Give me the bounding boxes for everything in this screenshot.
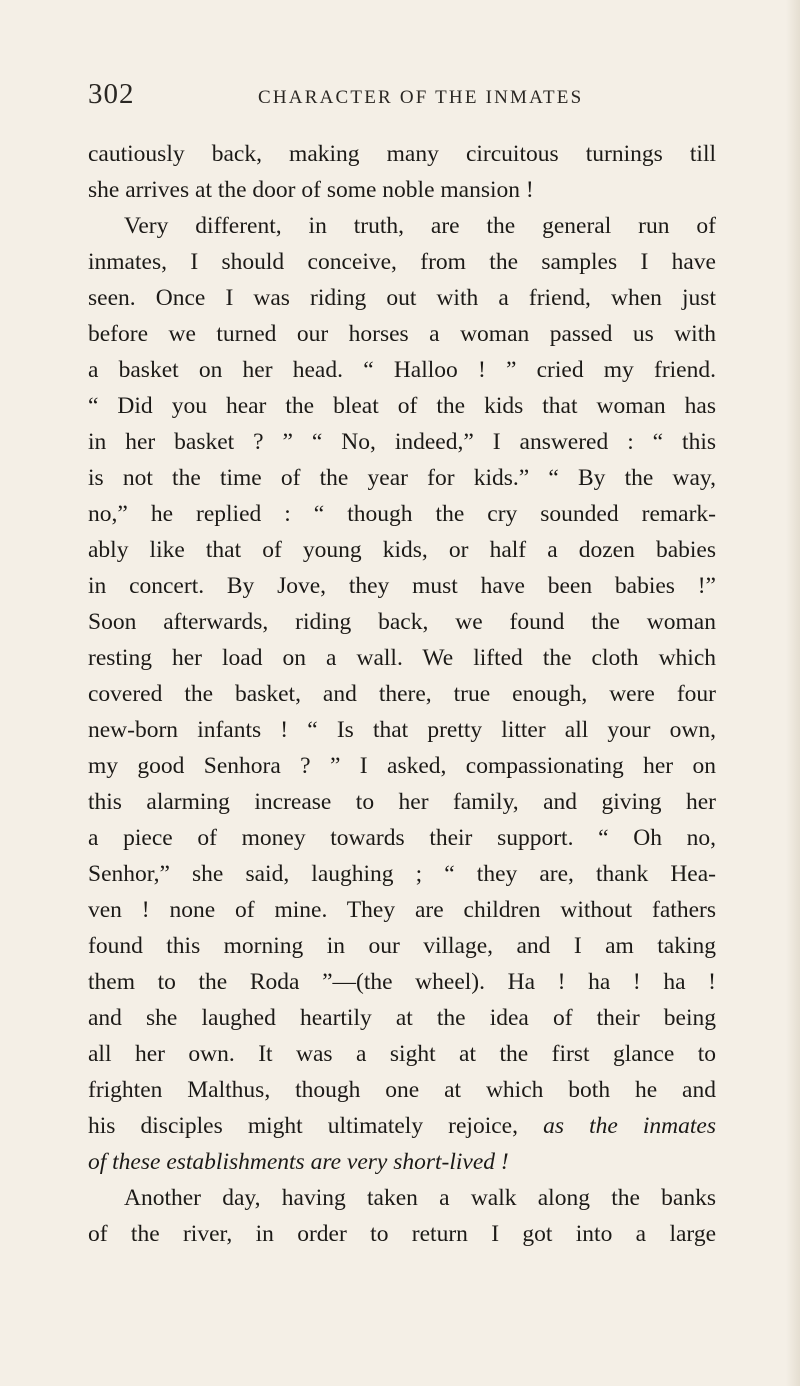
- page-edge-shadow: [786, 0, 800, 1386]
- text-line: and she laughed heartily at the idea of their being: [88, 1005, 716, 1031]
- text-line: frighten Malthus, though one at which both he and: [88, 1077, 716, 1103]
- page-number: 302: [88, 78, 135, 110]
- text-line: of the river, in order to return I got into a large: [88, 1221, 716, 1247]
- italic-text-segment: as the inmates: [543, 1113, 716, 1139]
- text-line: she arrives at the door of some noble mansion !: [88, 177, 534, 203]
- text-line: ably like that of young kids, or half a dozen babies: [88, 537, 716, 563]
- text-line: them to the Roda ”—(the wheel). Ha ! ha ! ha !: [88, 969, 716, 995]
- text-line: cautiously back, making many circuitous turnings till: [88, 141, 716, 167]
- text-line: Soon afterwards, riding back, we found the woman: [88, 609, 716, 635]
- text-line: in her basket ? ” “ No, indeed,” I answered : “ this: [88, 429, 716, 455]
- italic-text-line: of these establishments are very short-lived !: [88, 1149, 509, 1175]
- text-line: “ Did you hear the bleat of the kids that woman has: [88, 393, 716, 419]
- text-line: a basket on her head. “ Halloo ! ” cried my friend.: [88, 357, 716, 383]
- page-header: [88, 78, 716, 112]
- text-line: this alarming increase to her family, and giving her: [88, 789, 716, 815]
- text-line: resting her load on a wall. We lifted the cloth which: [88, 645, 716, 671]
- text-line: covered the basket, and there, true enough, were four: [88, 681, 716, 707]
- text-line: seen. Once I was riding out with a friend, when just: [88, 285, 716, 311]
- text-line-mixed: [88, 1108, 716, 1144]
- text-line: new-born infants ! “ Is that pretty litter all your own,: [88, 717, 716, 743]
- text-line: inmates, I should conceive, from the samples I have: [88, 249, 716, 275]
- body-text: [88, 136, 716, 1252]
- text-segment: his disciples might ultimately rejoice,: [88, 1113, 518, 1139]
- text-line: in concert. By Jove, they must have been babies !”: [88, 573, 716, 599]
- text-line: my good Senhora ? ” I asked, compassionating her on: [88, 753, 716, 779]
- running-head: CHARACTER OF THE INMATES: [258, 87, 584, 108]
- text-line: all her own. It was a sight at the first glance to: [88, 1041, 716, 1067]
- text-line: Senhor,” she said, laughing ; “ they are, thank Hea-: [88, 861, 716, 887]
- text-line: before we turned our horses a woman passed us with: [88, 321, 716, 347]
- text-line: no,” he replied : “ though the cry sounded remark-: [88, 501, 716, 527]
- text-line: Another day, having taken a walk along the banks: [124, 1185, 716, 1211]
- text-line: found this morning in our village, and I am taking: [88, 933, 716, 959]
- text-line: ven ! none of mine. They are children without fathers: [88, 897, 716, 923]
- text-line: is not the time of the year for kids.” “ By the way,: [88, 465, 716, 491]
- text-line: Very different, in truth, are the general run of: [124, 213, 716, 239]
- text-line: a piece of money towards their support. “ Oh no,: [88, 825, 716, 851]
